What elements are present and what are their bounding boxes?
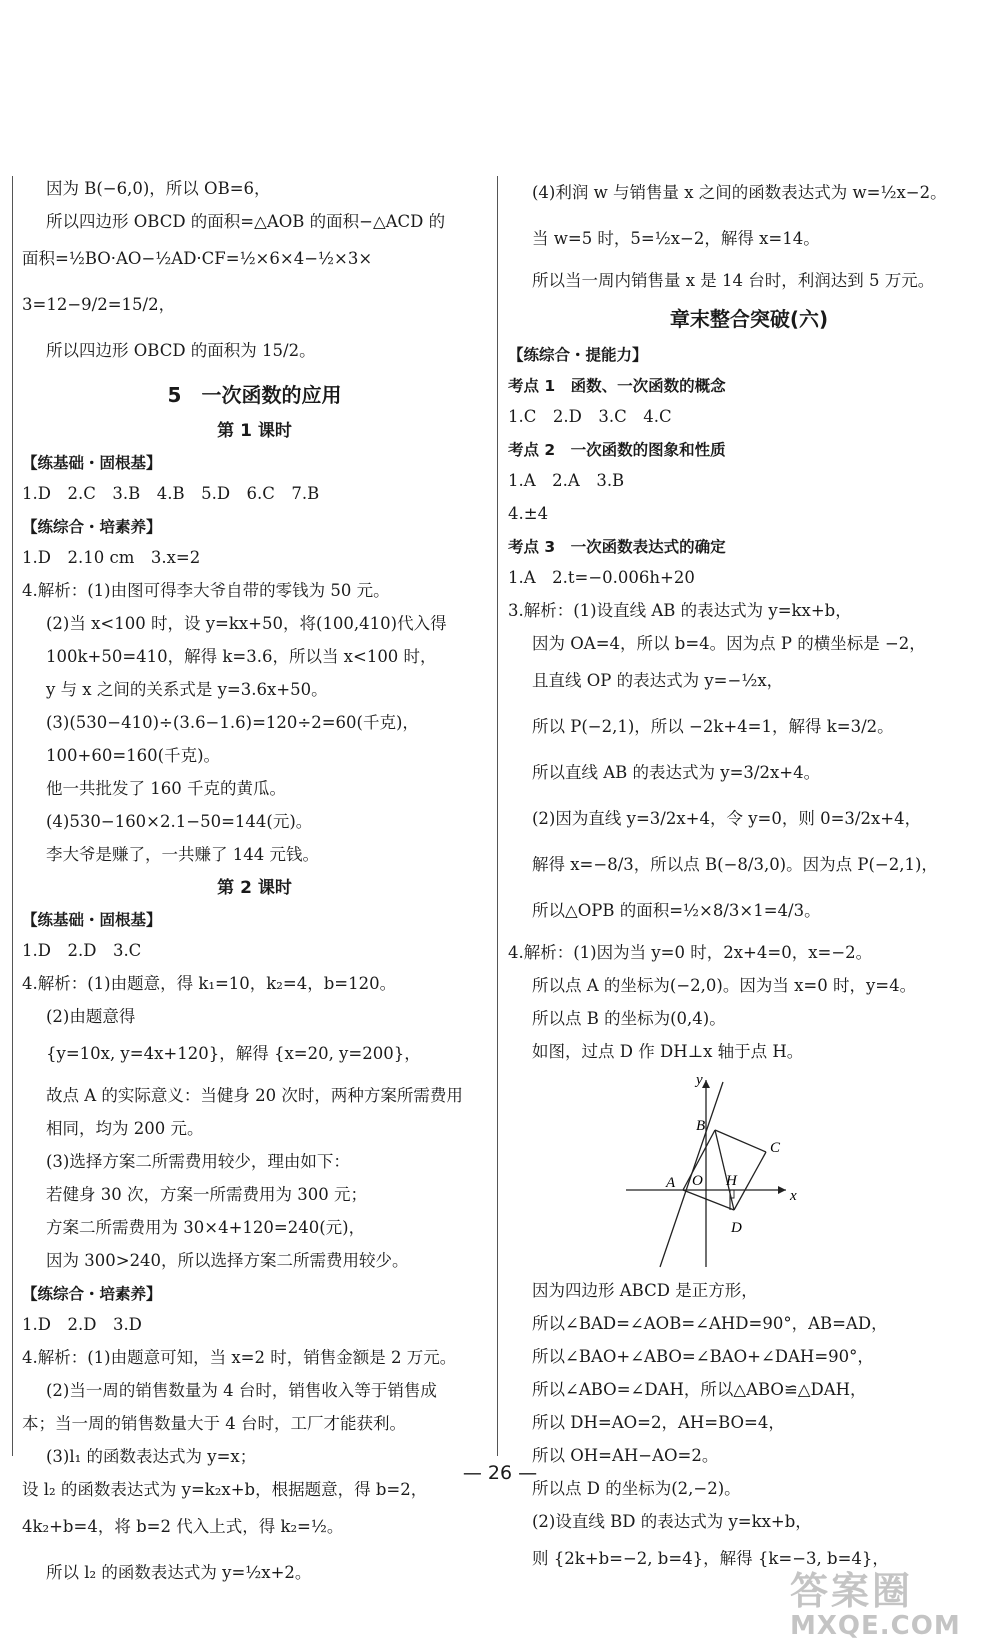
answer-line: 4.±4 bbox=[508, 504, 549, 523]
watermark-top: 答案圈 bbox=[790, 1569, 914, 1613]
square-diagram bbox=[508, 1072, 988, 1272]
label-y: y bbox=[696, 1072, 703, 1088]
segment-cd bbox=[734, 1152, 766, 1210]
exercise-heading: 【练综合・提能力】 bbox=[508, 346, 648, 364]
segment-da bbox=[683, 1190, 734, 1210]
text-line: 因为 300>240，所以选择方案二所需费用较少。 bbox=[46, 1251, 409, 1270]
text-line: (2)当 x<100 时，设 y=kx+50，将(100,410)代入得 bbox=[46, 614, 447, 633]
answer-line: 1.C 2.D 3.C 4.C bbox=[508, 407, 672, 426]
text-line: 所以四边形 OBCD 的面积为 15/2。 bbox=[46, 341, 316, 360]
text-line: 方案二所需费用为 30×4+120=240(元)， bbox=[46, 1218, 366, 1237]
text-line: 因为 OA=4，所以 b=4。因为点 P 的横坐标是 −2， bbox=[532, 634, 926, 653]
text-line: 所以四边形 OBCD 的面积=△AOB 的面积−△ACD 的 bbox=[46, 212, 446, 231]
text-line: 所以当一周内销售量 x 是 14 台时，利润达到 5 万元。 bbox=[532, 271, 935, 290]
text-line: 所以点 A 的坐标为(−2,0)。因为当 x=0 时，y=4。 bbox=[532, 976, 917, 995]
text-line: (4)530−160×2.1−50=144(元)。 bbox=[46, 812, 313, 831]
text-line: 所以点 B 的坐标为(0,4)。 bbox=[532, 1009, 726, 1028]
x-axis-arrow bbox=[778, 1186, 786, 1194]
answer-line: 1.D 2.D 3.C bbox=[22, 941, 142, 960]
section-title: 5 一次函数的应用 bbox=[167, 383, 342, 407]
topic-heading: 考点 3 一次函数表达式的确定 bbox=[508, 538, 726, 556]
segment-bc bbox=[715, 1130, 766, 1152]
text-line: 如图，过点 D 作 DH⊥x 轴于点 H。 bbox=[532, 1042, 804, 1061]
coordinate-figure bbox=[508, 1072, 988, 1272]
text-line: 所以∠BAD=∠AOB=∠AHD=90°，AB=AD， bbox=[532, 1314, 888, 1333]
text-line: (2)设直线 BD 的表达式为 y=kx+b， bbox=[532, 1512, 812, 1531]
lesson-title: 第 2 课时 bbox=[217, 878, 292, 898]
answer-line: 1.D 2.C 3.B 4.B 5.D 6.C 7.B bbox=[22, 484, 320, 503]
text-line: 解得 x=−8/3，所以点 B(−8/3,0)。因为点 P(−2,1)， bbox=[532, 855, 938, 874]
text-line: 所以 OH=AH−AO=2。 bbox=[532, 1446, 719, 1465]
label-x: x bbox=[790, 1188, 797, 1204]
text-line: (2)由题意得 bbox=[46, 1007, 136, 1026]
equation-system: {y=10x, y=4x+120}，解得 {x=20, y=200}， bbox=[46, 1044, 421, 1063]
equation-system: 则 {2k+b=−2, b=4}，解得 {k=−3, b=4}， bbox=[532, 1549, 889, 1568]
page-number: — 26 — bbox=[462, 1462, 538, 1484]
left-column bbox=[22, 176, 487, 1602]
text-line: (2)当一周的销售数量为 4 台时，销售收入等于销售成 bbox=[46, 1381, 437, 1400]
text-line: 3.解析：(1)设直线 AB 的表达式为 y=kx+b， bbox=[508, 601, 852, 620]
text-line: 所以直线 AB 的表达式为 y=3/2x+4。 bbox=[532, 763, 821, 782]
exercise-heading: 【练基础・固根基】 bbox=[22, 454, 162, 472]
text-line: (3)(530−410)÷(3.6−1.6)=120÷2=60(千克)， bbox=[46, 713, 419, 732]
text-line: 当 w=5 时，5=½x−2，解得 x=14。 bbox=[532, 229, 820, 248]
answer-line: 1.D 2.D 3.D bbox=[22, 1315, 142, 1334]
exercise-heading: 【练综合・培素养】 bbox=[22, 1285, 162, 1303]
text-line: 他一共批发了 160 千克的黄瓜。 bbox=[46, 779, 286, 798]
text-line: 4.解析：(1)由题意可知，当 x=2 时，销售金额是 2 万元。 bbox=[22, 1348, 457, 1367]
label-a: A bbox=[666, 1175, 676, 1191]
topic-heading: 考点 1 函数、一次函数的概念 bbox=[508, 377, 726, 395]
exercise-heading: 【练基础・固根基】 bbox=[22, 911, 162, 929]
text-line: 4k₂+b=4，将 b=2 代入上式，得 k₂=½。 bbox=[22, 1517, 344, 1536]
label-c: C bbox=[770, 1140, 781, 1156]
text-line: 所以∠BAO+∠ABO=∠BAO+∠DAH=90°， bbox=[532, 1347, 874, 1366]
watermark-logo bbox=[790, 1560, 990, 1640]
text-line: 面积=½BO·AO−½AD·CF=½×6×4−½×3× bbox=[22, 249, 373, 268]
text-line: (3)选择方案二所需费用较少，理由如下： bbox=[46, 1152, 350, 1171]
text-line: 故点 A 的实际意义：当健身 20 次时，两种方案所需费用 bbox=[46, 1086, 463, 1105]
label-o: O bbox=[692, 1173, 703, 1189]
text-line: 设 l₂ 的函数表达式为 y=k₂x+b，根据题意，得 b=2， bbox=[22, 1480, 428, 1499]
label-b: B bbox=[696, 1118, 706, 1134]
topic-heading: 考点 2 一次函数的图象和性质 bbox=[508, 441, 726, 459]
text-line: 100+60=160(千克)。 bbox=[46, 746, 221, 765]
lesson-title: 第 1 课时 bbox=[217, 421, 292, 441]
text-line: 因为 B(−6,0)，所以 OB=6， bbox=[46, 179, 271, 198]
text-line: 若健身 30 次，方案一所需费用为 300 元； bbox=[46, 1185, 367, 1204]
text-line: 3=12−9/2=15/2， bbox=[22, 295, 176, 314]
text-line: y 与 x 之间的关系式是 y=3.6x+50。 bbox=[46, 680, 328, 699]
y-axis-arrow bbox=[702, 1080, 710, 1088]
text-line: 李大爷是赚了，一共赚了 144 元钱。 bbox=[46, 845, 319, 864]
text-line: 所以 DH=AO=2，AH=BO=4， bbox=[532, 1413, 785, 1432]
text-line: 本；当一周的销售数量大于 4 台时，工厂才能获利。 bbox=[22, 1414, 406, 1433]
chapter-title: 章末整合突破(六) bbox=[669, 307, 829, 331]
text-line: 100k+50=410，解得 k=3.6，所以当 x<100 时， bbox=[46, 647, 437, 666]
answer-line: 1.A 2.A 3.B bbox=[508, 471, 625, 490]
text-line: 所以△OPB 的面积=½×8/3×1=4/3。 bbox=[532, 901, 821, 920]
text-line: 4.解析：(1)由题意，得 k₁=10，k₂=4，b=120。 bbox=[22, 974, 397, 993]
answer-line: 1.A 2.t=−0.006h+20 bbox=[508, 568, 695, 587]
text-line: 相同，均为 200 元。 bbox=[46, 1119, 204, 1138]
text-line: 所以∠ABO=∠DAH，所以△ABO≌△DAH， bbox=[532, 1380, 867, 1399]
text-line: (3)l₁ 的函数表达式为 y=x； bbox=[46, 1447, 257, 1466]
watermark-bottom: MXQE.COM bbox=[790, 1611, 961, 1641]
text-line: (2)因为直线 y=3/2x+4，令 y=0，则 0=3/2x+4， bbox=[532, 809, 922, 828]
text-line: (4)利润 w 与销售量 x 之间的函数表达式为 w=½x−2。 bbox=[532, 183, 947, 202]
exercise-heading: 【练综合・培素养】 bbox=[22, 518, 162, 536]
label-h: H bbox=[726, 1173, 737, 1189]
right-column bbox=[508, 176, 990, 1588]
text-line: 4.解析：(1)由图可得李大爷自带的零钱为 50 元。 bbox=[22, 581, 390, 600]
left-margin-rule bbox=[12, 176, 13, 1456]
column-divider bbox=[497, 176, 498, 1456]
answer-line: 1.D 2.10 cm 3.x=2 bbox=[22, 548, 201, 567]
text-line: 所以点 D 的坐标为(2,−2)。 bbox=[532, 1479, 741, 1498]
text-line: 所以 l₂ 的函数表达式为 y=½x+2。 bbox=[46, 1563, 312, 1582]
text-line: 因为四边形 ABCD 是正方形， bbox=[532, 1281, 758, 1300]
text-line: 4.解析：(1)因为当 y=0 时，2x+4=0，x=−2。 bbox=[508, 943, 873, 962]
text-line: 且直线 OP 的表达式为 y=−½x， bbox=[532, 671, 784, 690]
label-d: D bbox=[731, 1220, 742, 1236]
text-line: 所以 P(−2,1)，所以 −2k+4=1，解得 k=3/2。 bbox=[532, 717, 894, 736]
